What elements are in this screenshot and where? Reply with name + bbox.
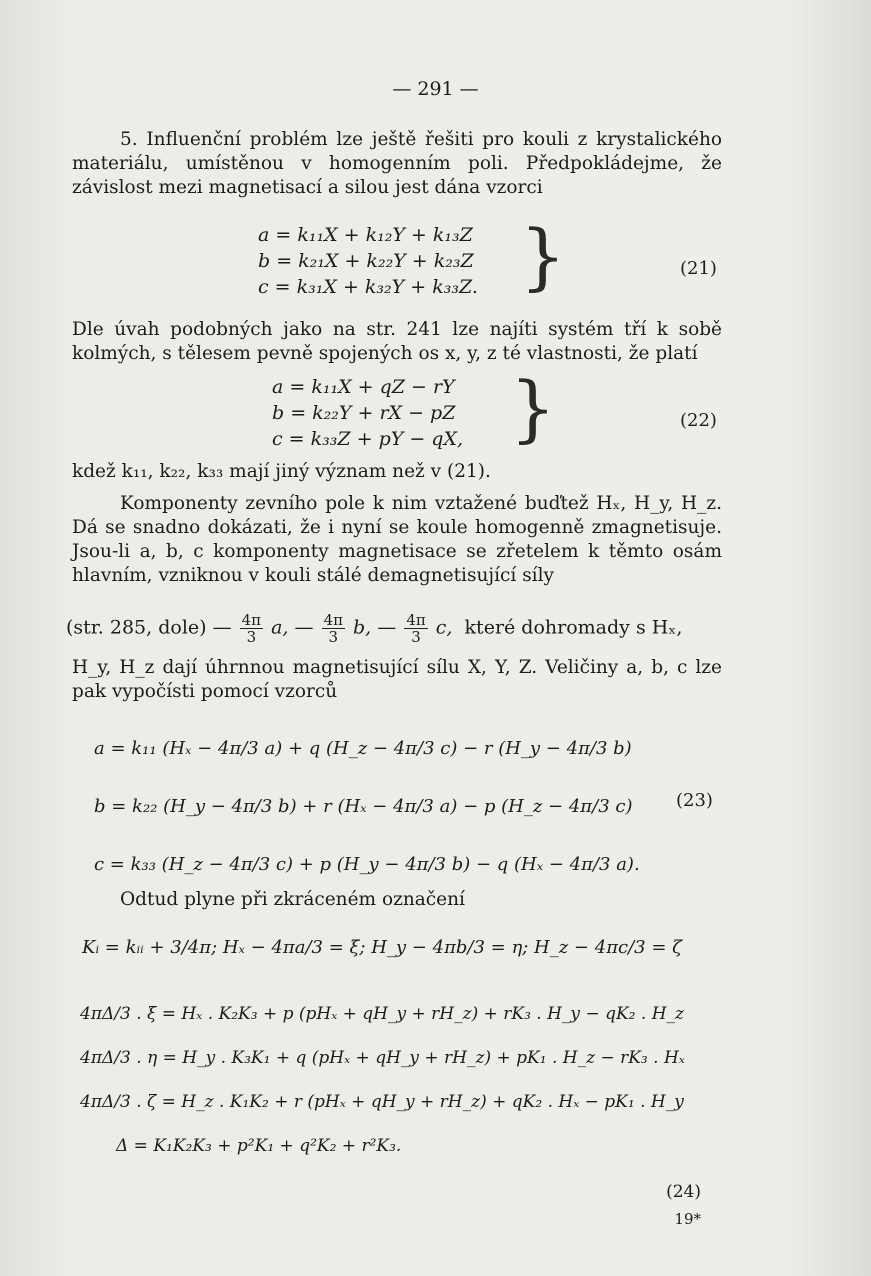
equation-block-23 — [94, 720, 640, 894]
equation-number: (23) — [676, 790, 713, 811]
equation-row: 4πΔ/3 . ξ = Hₓ . K₂K₃ + p (pHₓ + qH_y + rH_z) + rK₃ . H_y − qK₂ . H_z — [80, 1004, 684, 1024]
paragraph-total-force — [72, 656, 722, 704]
equation-row: b = k₂₂Y + rX − pZ — [272, 402, 456, 424]
paragraph-text: H_y, H_z dají úhrnnou magnetisující sílu X, Y, Z. Veličiny a, b, c lze pak vypočísti pomocí vzorců — [72, 657, 722, 702]
paragraph-text: 5. Influenční problém lze ještě řešiti pro kouli z krystalického materiálu, umístěnou v homogenním poli. Předpokládejme, že závislost mezi magnetisací a silou jest dána vzorci — [72, 129, 722, 198]
demag-prefix: (str. 285, dole) — — [66, 616, 232, 639]
sheet-signature: 19* — [674, 1210, 701, 1228]
demag-term: a, — [271, 616, 289, 639]
equation-row: 4πΔ/3 . ζ = H_z . K₁K₂ + r (pHₓ + qH_y + rH_z) + qK₂ . Hₓ − pK₁ . H_y — [80, 1092, 684, 1112]
paragraph-text: Odtud plyne při zkráceném označení — [120, 889, 465, 910]
equation-row: b = k₂₂ (H_y − 4π/3 b) + r (Hₓ − 4π/3 a) − p (H_z − 4π/3 c) — [94, 796, 633, 817]
equation-row: c = k₃₃ (H_z − 4π/3 c) + p (H_y − 4π/3 b) − q (Hₓ − 4π/3 a). — [94, 854, 640, 875]
equation-number: (21) — [680, 258, 717, 279]
paragraph-text: Komponenty zevního pole k nim vztažené buďtež Hₓ, H_y, H_z. Dá se snadno dokázati, že i nyní se koule homogenně zmagnetisuje. Jsou-li a, b, c komponenty magnetisace se zřetelem k těmto osám hlavním, vzniknou v kouli stálé demagnetisující síly — [72, 493, 722, 586]
equation-row: a = k₁₁X + k₁₂Y + k₁₃Z — [258, 224, 473, 246]
page-number: — 291 — — [392, 78, 479, 100]
demag-line: (str. 285, dole) — $\frac{4\pi}{3}$ a, — $\frac{4\pi}{3}$ b, — $\frac{4\pi}{3}$ c, které dohromady s Hₓ, — [66, 611, 683, 646]
equation-row: Δ = K₁K₂K₃ + p²K₁ + q²K₂ + r²K₃. — [116, 1136, 402, 1156]
equation-row: a = k₁₁ (Hₓ − 4π/3 a) + q (H_z − 4π/3 c) − r (H_y − 4π/3 b) — [94, 738, 632, 759]
paragraph-abbrev — [72, 888, 722, 912]
equation-block-24 — [80, 992, 685, 1168]
paragraph-text: Dle úvah podobných jako na str. 241 lze najíti systém tří k sobě kolmých, s tělesem pevně spojených os x, y, z té vlastnosti, že platí — [72, 319, 722, 364]
paragraph-axes — [72, 318, 722, 366]
equation-block-22 — [272, 374, 463, 452]
demag-term: c, — [435, 616, 453, 639]
curly-brace: } — [510, 366, 556, 450]
equation-row: b = k₂₁X + k₂₂Y + k₂₃Z — [258, 250, 474, 272]
paragraph-text: kdež k₁₁, k₂₂, k₃₃ mají jiný význam než v (21). — [72, 461, 491, 482]
paragraph-influence-problem — [72, 128, 722, 200]
paragraph-coefficients — [72, 460, 722, 484]
definitions-line: Kᵢ = kᵢᵢ + 3/4π; Hₓ − 4πa/3 = ξ; H_y − 4πb/3 = η; H_z − 4πc/3 = ζ — [82, 937, 682, 958]
equation-row: a = k₁₁X + qZ − rY — [272, 376, 455, 398]
fraction: $\frac{4\pi}{3}$ — [323, 611, 343, 646]
demag-suffix: které dohromady s Hₓ, — [464, 616, 683, 639]
demag-term: b, — [353, 616, 372, 639]
equation-number: (22) — [680, 410, 717, 431]
equation-row: c = k₃₁X + k₃₂Y + k₃₃Z. — [258, 276, 478, 298]
paragraph-field-components — [72, 492, 722, 588]
equation-row: c = k₃₃Z + pY − qX, — [272, 428, 464, 450]
fraction: $\frac{4\pi}{3}$ — [241, 611, 262, 646]
fraction: $\frac{4\pi}{3}$ — [406, 611, 426, 646]
equation-row: 4πΔ/3 . η = H_y . K₃K₁ + q (pHₓ + qH_y + rH_z) + pK₁ . H_z − rK₃ . Hₓ — [80, 1048, 685, 1068]
equation-number: (24) — [666, 1182, 701, 1202]
curly-brace: } — [520, 214, 566, 298]
equation-block-21 — [258, 222, 478, 300]
